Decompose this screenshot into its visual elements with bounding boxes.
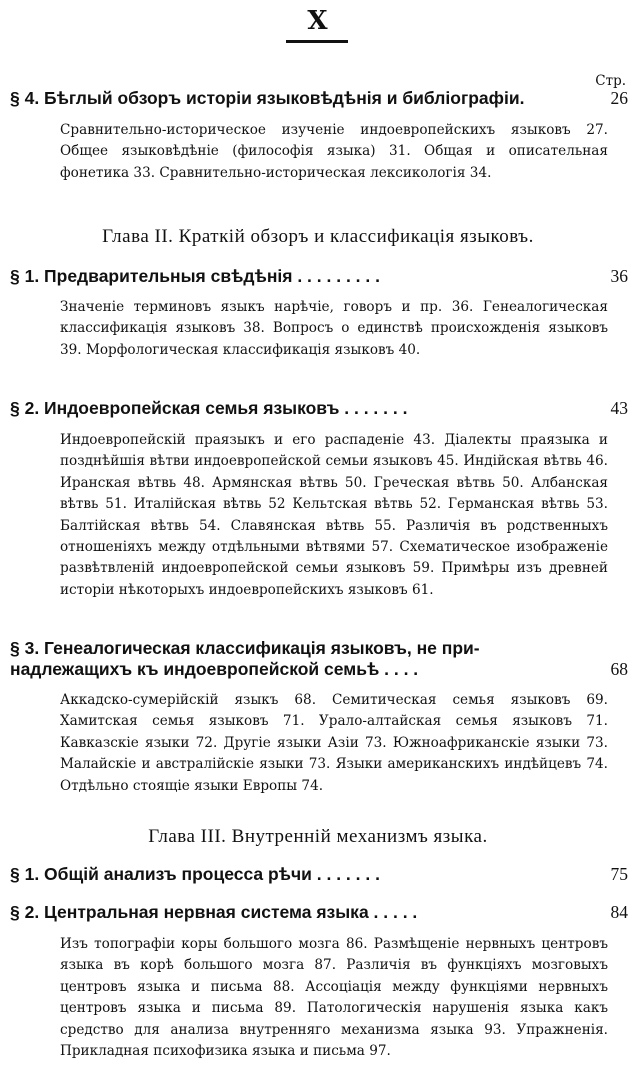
toc-entry-summary: Аккадско-сумерійскій языкъ 68. Семитическая семья языковъ 69. Хамитская семья языковъ 71. Урало-алтайская семья языковъ 71. Кавказскіе языки 72. Другіе языки Азіи 73. Южноафриканскіе языки 73. Малайскіе и австралійскіе языки 73. Языки американскихъ индѣйцевъ 74. Отдѣльно стоящіе языки Европы 74. (60, 692, 608, 794)
toc-entry-page: 36 (610, 266, 628, 286)
page-number: X (307, 6, 329, 36)
toc-entry-page: 26 (610, 88, 628, 108)
toc-entry-page: 75 (610, 864, 628, 884)
toc-entry-title: § 1. Общій анализъ процесса рѣчи . . . . . . . (10, 864, 380, 884)
toc-entry-title-line1: § 3. Генеалогическая классификація языковъ, не при- (10, 638, 480, 658)
toc-entry-sec4 (10, 88, 628, 109)
toc-entry-summary: Изъ топографіи коры большого мозга 86. Размѣщеніе нервныхъ центровъ языка въ корѣ большого мозга 87. Различія въ функціяхъ мозговыхъ центровъ языка и письма 88. Ассоціація между функціями нервныхъ центровъ языка и письма 89. Патологическія нарушенія языка какъ средство для анализа внутренняго механизма языка 93. Упражненія. Прикладная психофизика языка и письма 97. (60, 936, 608, 1060)
toc-entry-ch2-sec3 (10, 638, 628, 680)
toc-entry-summary: Значеніе терминовъ языкъ нарѣчіе, говоръ и пр. 36. Генеалогическая классификація языковъ 38. Вопросъ о единствѣ происхожденія языковъ 39. Морфологическая классификація языковъ 40. (60, 299, 608, 358)
toc-entry-title: § 1. Предварительныя свѣдѣнія . . . . . . . . . (10, 266, 380, 286)
page-column-label: Стр. (595, 73, 626, 89)
toc-entry-summary: Индоевропейскій праязыкъ и его распаденіе 43. Діалекты праязыка и позднѣйшія вѣтви индоевропейской семьи языковъ 45. Индійская вѣтвь 46. Иранская вѣтвь 48. Армянская вѣтвь 50. Греческая вѣтвь 50. Албанская вѣтвь 51. Италійская вѣтвь 52 Кельтская вѣтвь 52. Германская вѣтвь 53. Балтійская вѣтвь 54. Славянская вѣтвь 55. Различія въ родственныхъ отношеніяхъ между отдѣльными вѣтвями 57. Схематическое изображеніе развѣтвленій индоевропейской семьи языковъ 59. Примѣры изъ древней исторіи нѣкоторыхъ индоевропейскихъ языковъ 61. (60, 432, 608, 598)
chapter-title: Глава II. Краткій обзоръ и классификація языковъ. (102, 226, 534, 247)
toc-entry-title: § 2. Индоевропейская семья языковъ . . . . . . . (10, 398, 408, 418)
toc-entry-title-line2: надлежащихъ къ индоевропейской семьѣ . . . . (10, 659, 419, 679)
chapter-title: Глава III. Внутренній механизмъ языка. (148, 826, 488, 847)
toc-entry-ch3-sec2 (10, 902, 628, 923)
toc-entry-summary: Сравнительно-историческое изученіе индоевропейскихъ языковъ 27. Общее языковѣдѣніе (философія языка) 31. Общая и описательная фонетика 33. Сравнительно-историческая лексикологія 34. (60, 122, 608, 181)
toc-entry-title: § 2. Центральная нервная система языка . . . . . (10, 902, 418, 922)
toc-entry-title: § 4. Бѣглый обзоръ исторіи языковѣдѣнія и библіографіи. (10, 88, 525, 108)
toc-entry-ch3-sec1 (10, 864, 628, 885)
toc-entry-page: 68 (610, 659, 628, 679)
toc-entry-ch2-sec2 (10, 398, 628, 419)
toc-entry-page: 84 (610, 902, 628, 922)
toc-entry-page: 43 (610, 398, 628, 418)
page-number-rule (286, 40, 348, 43)
toc-entry-ch2-sec1 (10, 266, 628, 287)
